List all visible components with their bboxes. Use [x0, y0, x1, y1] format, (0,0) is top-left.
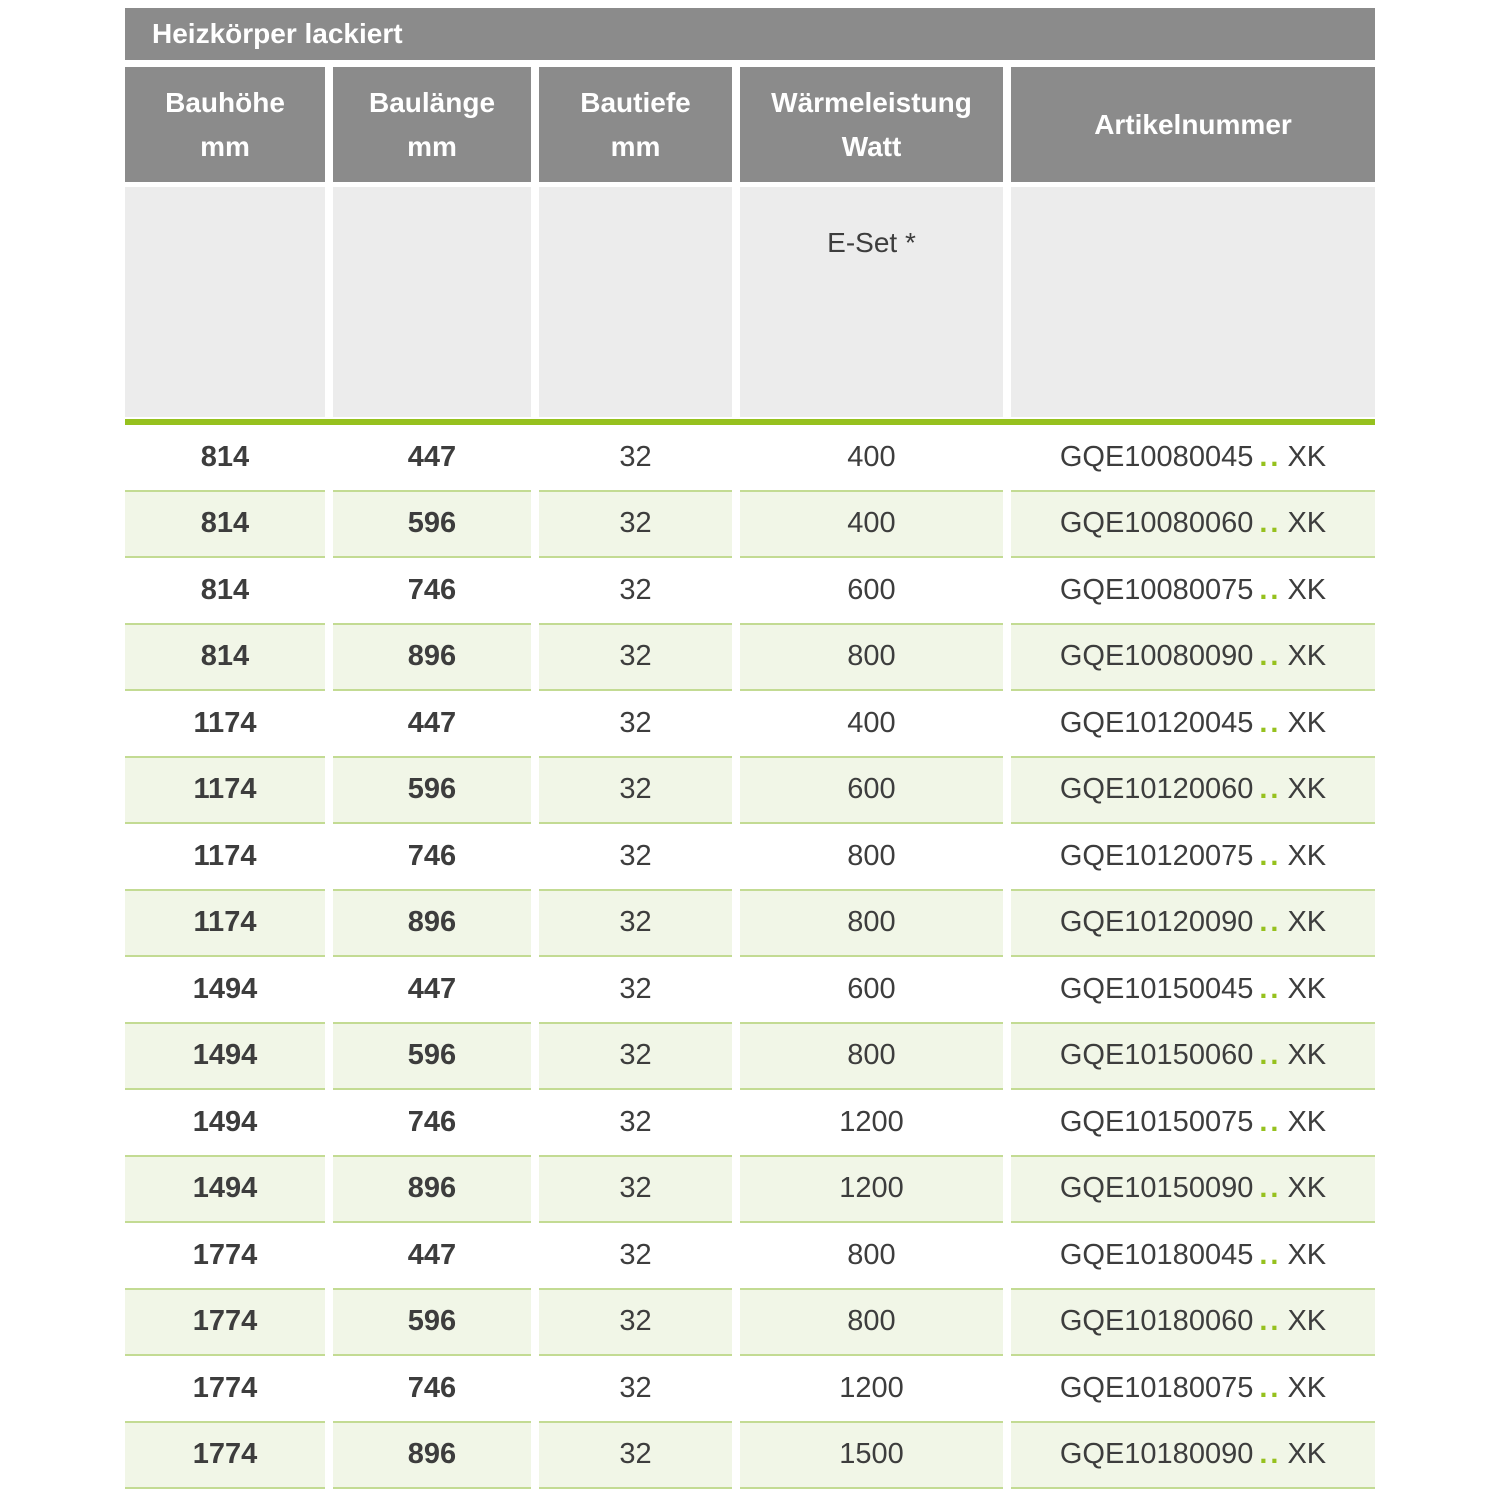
baulaenge-value: 896 [407, 906, 457, 939]
artikel-dots: .. [1259, 839, 1282, 872]
table-body [125, 425, 1375, 1489]
artikel-prefix: GQE10120060 [1059, 773, 1254, 806]
cell-artikelnummer [1011, 1223, 1375, 1290]
table-row [125, 1356, 1375, 1423]
column-header-artikelnummer-line1: Artikelnummer [1094, 108, 1292, 140]
artikel-prefix: GQE10180090 [1059, 1438, 1254, 1471]
table-row [125, 957, 1375, 1024]
subheader-bautiefe [539, 187, 732, 417]
watt-value: 800 [847, 1039, 896, 1072]
cell-baulaenge [333, 558, 531, 625]
cell-artikelnummer [1011, 691, 1375, 758]
cell-bautiefe [539, 625, 732, 692]
column-header-baulaenge-line2: mm [407, 130, 457, 162]
cell-baulaenge [333, 1290, 531, 1357]
baulaenge-value: 447 [407, 1238, 457, 1271]
bautiefe-value: 32 [619, 906, 652, 939]
cell-bauhoehe [125, 625, 325, 692]
cell-waermeleistung [740, 824, 1003, 891]
cell-baulaenge [333, 891, 531, 958]
column-header-bauhoehe-line1: Bauhöhe [165, 86, 285, 118]
watt-value: 1200 [839, 1105, 904, 1138]
cell-bautiefe [539, 891, 732, 958]
artikel-suffix: XK [1287, 1371, 1327, 1404]
table-row [125, 425, 1375, 492]
baulaenge-value: 447 [407, 440, 457, 473]
cell-bautiefe [539, 691, 732, 758]
column-header-waermeleistung [740, 67, 1003, 182]
table-subheader-row [125, 187, 1375, 417]
product-table [125, 8, 1375, 1489]
column-header-baulaenge [333, 67, 531, 182]
cell-waermeleistung [740, 691, 1003, 758]
cell-artikelnummer [1011, 1423, 1375, 1490]
artikel-dots: .. [1259, 1105, 1282, 1138]
cell-bautiefe [539, 1223, 732, 1290]
bauhoehe-value: 1774 [192, 1438, 258, 1471]
bautiefe-value: 32 [619, 1105, 652, 1138]
artikel-dots: .. [1259, 1238, 1282, 1271]
table-row [125, 492, 1375, 559]
table-row [125, 891, 1375, 958]
cell-artikelnummer [1011, 758, 1375, 825]
bauhoehe-value: 1174 [193, 906, 257, 939]
artikel-suffix: XK [1287, 1039, 1327, 1072]
cell-baulaenge [333, 1024, 531, 1091]
cell-waermeleistung [740, 1423, 1003, 1490]
cell-waermeleistung [740, 758, 1003, 825]
cell-bautiefe [539, 758, 732, 825]
cell-waermeleistung [740, 1090, 1003, 1157]
cell-bautiefe [539, 425, 732, 492]
artikel-prefix: GQE10080045 [1059, 440, 1254, 473]
cell-baulaenge [333, 1223, 531, 1290]
bauhoehe-value: 1174 [193, 839, 257, 872]
table-row [125, 691, 1375, 758]
watt-value: 800 [847, 839, 896, 872]
bauhoehe-value: 1174 [193, 706, 257, 739]
cell-bautiefe [539, 1290, 732, 1357]
table-row [125, 1423, 1375, 1490]
cell-waermeleistung [740, 891, 1003, 958]
artikel-suffix: XK [1287, 507, 1327, 540]
cell-bauhoehe [125, 425, 325, 492]
bautiefe-value: 32 [619, 1438, 652, 1471]
bauhoehe-value: 1774 [192, 1238, 258, 1271]
baulaenge-value: 596 [407, 1039, 457, 1072]
artikel-dots: .. [1259, 906, 1282, 939]
baulaenge-value: 746 [407, 1105, 457, 1138]
artikel-dots: .. [1259, 1172, 1282, 1205]
cell-bauhoehe [125, 1223, 325, 1290]
cell-bauhoehe [125, 1423, 325, 1490]
artikel-suffix: XK [1287, 1105, 1327, 1138]
cell-bauhoehe [125, 957, 325, 1024]
table-row [125, 1290, 1375, 1357]
artikel-suffix: XK [1287, 640, 1327, 673]
column-header-waermeleistung-line1: Wärmeleistung [771, 86, 972, 118]
artikel-prefix: GQE10180045 [1059, 1238, 1254, 1271]
artikel-prefix: GQE10150045 [1059, 972, 1254, 1005]
table-header-row [125, 67, 1375, 182]
cell-bauhoehe [125, 1090, 325, 1157]
cell-waermeleistung [740, 1157, 1003, 1224]
watt-value: 600 [847, 773, 896, 806]
bauhoehe-value: 1494 [192, 1039, 258, 1072]
cell-artikelnummer [1011, 1157, 1375, 1224]
cell-artikelnummer [1011, 492, 1375, 559]
artikel-prefix: GQE10080060 [1059, 507, 1254, 540]
table-row [125, 1024, 1375, 1091]
bauhoehe-value: 814 [200, 440, 250, 473]
cell-waermeleistung [740, 1290, 1003, 1357]
eset-label: E-Set * [827, 227, 916, 258]
cell-waermeleistung [740, 1223, 1003, 1290]
bauhoehe-value: 1494 [192, 1172, 258, 1205]
cell-bauhoehe [125, 891, 325, 958]
baulaenge-value: 746 [407, 839, 457, 872]
artikel-prefix: GQE10120075 [1059, 839, 1254, 872]
artikel-prefix: GQE10150090 [1059, 1172, 1254, 1205]
bauhoehe-value: 814 [200, 573, 250, 606]
cell-artikelnummer [1011, 625, 1375, 692]
table-row [125, 1223, 1375, 1290]
artikel-prefix: GQE10080075 [1059, 573, 1254, 606]
column-header-bautiefe [539, 67, 732, 182]
column-header-baulaenge-line1: Baulänge [368, 86, 496, 118]
baulaenge-value: 596 [407, 507, 457, 540]
artikel-prefix: GQE10150075 [1059, 1105, 1254, 1138]
table-row [125, 1090, 1375, 1157]
cell-artikelnummer [1011, 1024, 1375, 1091]
subheader-artikelnummer [1011, 187, 1375, 417]
subheader-bauhoehe [125, 187, 325, 417]
watt-value: 400 [847, 706, 896, 739]
cell-bauhoehe [125, 558, 325, 625]
table-row [125, 824, 1375, 891]
cell-artikelnummer [1011, 957, 1375, 1024]
table-row [125, 758, 1375, 825]
cell-bautiefe [539, 1024, 732, 1091]
watt-value: 800 [847, 1238, 896, 1271]
cell-baulaenge [333, 691, 531, 758]
baulaenge-value: 746 [407, 1371, 457, 1404]
watt-value: 800 [847, 1305, 896, 1338]
artikel-prefix: GQE10180060 [1059, 1305, 1254, 1338]
cell-baulaenge [333, 1157, 531, 1224]
cell-artikelnummer [1011, 1090, 1375, 1157]
cell-waermeleistung [740, 1024, 1003, 1091]
artikel-suffix: XK [1287, 972, 1327, 1005]
bauhoehe-value: 1774 [192, 1371, 258, 1404]
cell-waermeleistung [740, 425, 1003, 492]
baulaenge-value: 896 [407, 640, 457, 673]
cell-artikelnummer [1011, 824, 1375, 891]
artikel-dots: .. [1259, 640, 1282, 673]
cell-bautiefe [539, 1090, 732, 1157]
bautiefe-value: 32 [619, 1305, 652, 1338]
bautiefe-value: 32 [619, 1172, 652, 1205]
column-header-bauhoehe-line2: mm [200, 130, 250, 162]
cell-bautiefe [539, 957, 732, 1024]
bautiefe-value: 32 [619, 507, 652, 540]
cell-bautiefe [539, 1356, 732, 1423]
cell-baulaenge [333, 625, 531, 692]
artikel-suffix: XK [1287, 706, 1327, 739]
watt-value: 600 [847, 573, 896, 606]
bauhoehe-value: 814 [200, 640, 250, 673]
artikel-prefix: GQE10120045 [1059, 706, 1254, 739]
watt-value: 1200 [839, 1371, 904, 1404]
cell-artikelnummer [1011, 1356, 1375, 1423]
cell-bauhoehe [125, 824, 325, 891]
artikel-dots: .. [1259, 1039, 1282, 1072]
cell-bauhoehe [125, 758, 325, 825]
baulaenge-value: 447 [407, 706, 457, 739]
bautiefe-value: 32 [619, 839, 652, 872]
table-title: Heizkörper lackiert [125, 8, 1375, 60]
bautiefe-value: 32 [619, 1039, 652, 1072]
column-header-artikelnummer [1011, 67, 1375, 182]
bautiefe-value: 32 [619, 573, 652, 606]
cell-baulaenge [333, 425, 531, 492]
cell-bautiefe [539, 492, 732, 559]
artikel-prefix: GQE10080090 [1059, 640, 1254, 673]
cell-bautiefe [539, 1157, 732, 1224]
baulaenge-value: 896 [407, 1438, 457, 1471]
artikel-suffix: XK [1287, 1238, 1327, 1271]
artikel-suffix: XK [1287, 440, 1327, 473]
cell-baulaenge [333, 1356, 531, 1423]
artikel-dots: .. [1259, 706, 1282, 739]
artikel-suffix: XK [1287, 906, 1327, 939]
cell-bauhoehe [125, 492, 325, 559]
cell-waermeleistung [740, 625, 1003, 692]
cell-baulaenge [333, 824, 531, 891]
watt-value: 400 [847, 507, 896, 540]
cell-baulaenge [333, 758, 531, 825]
cell-waermeleistung [740, 558, 1003, 625]
cell-artikelnummer [1011, 558, 1375, 625]
watt-value: 1200 [839, 1172, 904, 1205]
bauhoehe-value: 1494 [192, 972, 258, 1005]
artikel-suffix: XK [1287, 773, 1327, 806]
table-row [125, 625, 1375, 692]
artikel-dots: .. [1259, 773, 1282, 806]
cell-bautiefe [539, 824, 732, 891]
artikel-prefix: GQE10150060 [1059, 1039, 1254, 1072]
subheader-baulaenge [333, 187, 531, 417]
watt-value: 1500 [839, 1438, 904, 1471]
cell-artikelnummer [1011, 891, 1375, 958]
column-header-waermeleistung-line2: Watt [841, 130, 902, 162]
artikel-dots: .. [1259, 972, 1282, 1005]
artikel-dots: .. [1259, 1371, 1282, 1404]
bautiefe-value: 32 [619, 440, 652, 473]
artikel-suffix: XK [1287, 1172, 1327, 1205]
cell-waermeleistung [740, 957, 1003, 1024]
bauhoehe-value: 1774 [192, 1305, 258, 1338]
cell-artikelnummer [1011, 1290, 1375, 1357]
cell-artikelnummer [1011, 425, 1375, 492]
cell-baulaenge [333, 1090, 531, 1157]
cell-waermeleistung [740, 1356, 1003, 1423]
table-row [125, 558, 1375, 625]
cell-bautiefe [539, 1423, 732, 1490]
baulaenge-value: 596 [407, 773, 457, 806]
cell-bauhoehe [125, 1356, 325, 1423]
bautiefe-value: 32 [619, 1238, 652, 1271]
bautiefe-value: 32 [619, 773, 652, 806]
watt-value: 800 [847, 906, 896, 939]
cell-bauhoehe [125, 1157, 325, 1224]
artikel-dots: .. [1259, 507, 1282, 540]
cell-baulaenge [333, 492, 531, 559]
artikel-dots: .. [1259, 440, 1282, 473]
watt-value: 800 [847, 640, 896, 673]
bauhoehe-value: 1174 [193, 773, 257, 806]
artikel-dots: .. [1259, 1438, 1282, 1471]
baulaenge-value: 896 [407, 1172, 457, 1205]
artikel-suffix: XK [1287, 839, 1327, 872]
cell-waermeleistung [740, 492, 1003, 559]
bauhoehe-value: 814 [200, 507, 250, 540]
column-header-bautiefe-line2: mm [610, 130, 661, 162]
baulaenge-value: 746 [407, 573, 457, 606]
bautiefe-value: 32 [619, 1371, 652, 1404]
table-row [125, 1157, 1375, 1224]
baulaenge-value: 596 [407, 1305, 457, 1338]
cell-baulaenge [333, 1423, 531, 1490]
artikel-prefix: GQE10180075 [1059, 1371, 1254, 1404]
column-header-bautiefe-line1: Bautiefe [580, 86, 691, 118]
subheader-waermeleistung [740, 187, 1003, 417]
artikel-suffix: XK [1287, 1438, 1327, 1471]
artikel-dots: .. [1259, 1305, 1282, 1338]
cell-bauhoehe [125, 691, 325, 758]
bautiefe-value: 32 [619, 972, 652, 1005]
bautiefe-value: 32 [619, 640, 652, 673]
artikel-prefix: GQE10120090 [1059, 906, 1254, 939]
watt-value: 400 [847, 440, 896, 473]
cell-bauhoehe [125, 1024, 325, 1091]
cell-bauhoehe [125, 1290, 325, 1357]
cell-baulaenge [333, 957, 531, 1024]
bauhoehe-value: 1494 [192, 1105, 258, 1138]
cell-bautiefe [539, 558, 732, 625]
watt-value: 600 [847, 972, 896, 1005]
artikel-suffix: XK [1287, 573, 1327, 606]
bautiefe-value: 32 [619, 706, 652, 739]
artikel-dots: .. [1259, 573, 1282, 606]
artikel-suffix: XK [1287, 1305, 1327, 1338]
baulaenge-value: 447 [407, 972, 457, 1005]
column-header-bauhoehe [125, 67, 325, 182]
